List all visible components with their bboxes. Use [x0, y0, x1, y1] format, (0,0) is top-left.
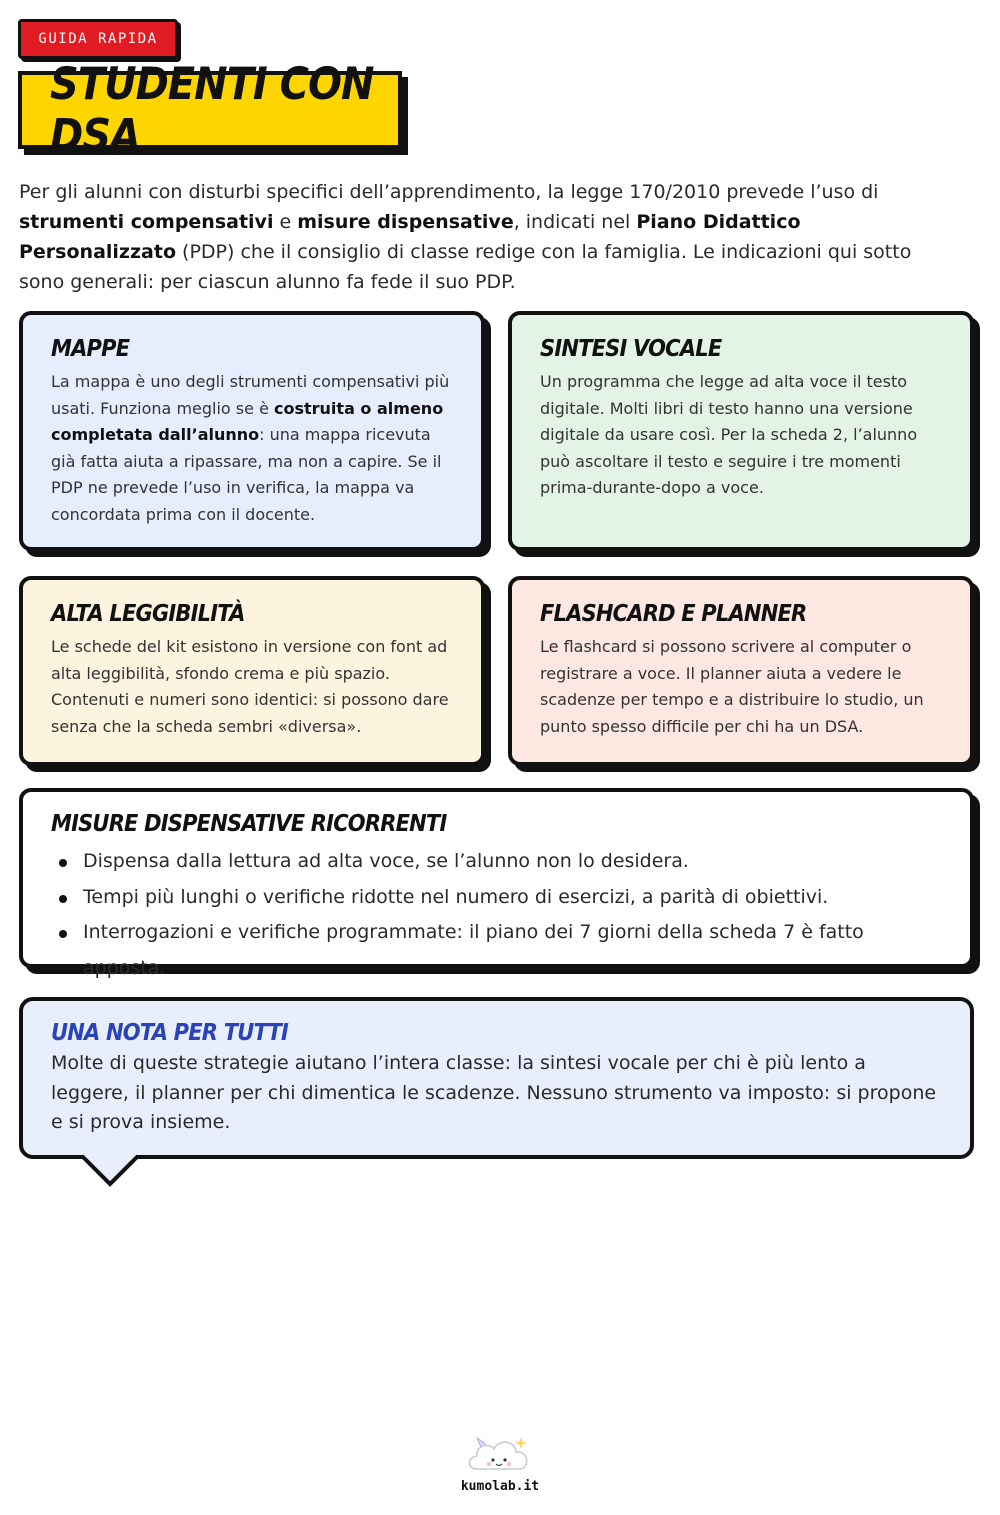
card-mappe-text-1: La mappa è uno degli strumenti compensativi più usati. Funziona meglio se è [51, 372, 450, 418]
card-sintesi-vocale [508, 311, 974, 551]
card-flashcard-planner [508, 576, 974, 766]
card-alta-title: ALTA LEGGIBILITÀ [51, 600, 245, 627]
intro-bold-2: misure dispensative [297, 211, 514, 233]
intro-bold-1: strumenti compensativi [19, 211, 274, 233]
bullet-icon [59, 859, 67, 867]
note-speech-bubble [19, 997, 974, 1159]
speech-bubble-tail-icon [80, 1154, 140, 1188]
note-title: UNA NOTA PER TUTTI [51, 1019, 289, 1046]
card-mappe-title: MAPPE [51, 335, 130, 362]
card-mappe-text [51, 369, 455, 528]
note-text: Molte di queste strategie aiutano l’intera classe: la sintesi vocale per chi è più lento a leggere, il planner per chi dimentica le scadenze. Nessuno strumento va imposto: si propone e si prova insieme. [51, 1052, 937, 1133]
bullet-icon [59, 930, 67, 938]
card-mappe-bold: costruita o almeno completata dall’alunno [51, 398, 444, 444]
footer-site-link[interactable]: kumolab.it [460, 1479, 540, 1494]
intro-text-2: e [273, 211, 298, 233]
card-sintesi-text: Un programma che legge ad alta voce il testo digitale. Molti libri di testo hanno una versione digitale da usare così. Per la scheda 2, l’alunno può ascoltare il testo e seguire i tre momenti prima-durante-dopo a voce. [540, 372, 918, 497]
intro-paragraph [19, 177, 959, 297]
page-title: STUDENTI CON DSA [50, 58, 374, 162]
intro-text-1: Per gli alunni con disturbi specifici dell’apprendimento, la legge 170/2010 prevede l’uso di [19, 181, 879, 203]
card-flash-title: FLASHCARD E PLANNER [540, 600, 807, 627]
intro-bold-3: Piano Didattico Personalizzato [19, 211, 801, 263]
misure-item-text: Dispensa dalla lettura ad alta voce, se l’alunno non lo desidera. [83, 850, 689, 872]
misure-list [51, 844, 944, 986]
misure-item-text: Tempi più lunghi o verifiche ridotte nel numero di esercizi, a parità di obiettivi. [83, 885, 829, 908]
footer [450, 1433, 550, 1494]
card-misure-dispensative [19, 788, 974, 979]
bullet-icon [59, 895, 67, 903]
intro-text-3: , indicati nel [513, 211, 637, 233]
intro-text-4: (PDP) che il consiglio di classe redige con la famiglia. Le indicazioni qui sotto sono generali: per ciascun alunno fa fede il suo PDP. [19, 241, 912, 293]
card-alta-text: Le schede del kit esistono in versione con font ad alta leggibilità, sfondo crema e più spazio. Contenuti e numeri sono identici: si possono dare senza che la scheda sembri «diversa». [51, 637, 449, 736]
card-mappe-text-2: : una mappa ricevuta già fatta aiuta a ripassare, ma non a capire. Se il PDP ne prevede l’uso in verifica, la mappa va concordata prima con il docente. [51, 425, 442, 524]
guide-badge: GUIDA RAPIDA [18, 19, 178, 59]
card-alta-leggibilita [19, 576, 485, 766]
misure-item-text: Interrogazioni e verifiche programmate: il piano dei 7 giorni della scheda 7 è fatto apposta. [83, 921, 864, 979]
list-item [51, 915, 944, 986]
misure-title: MISURE DISPENSATIVE RICORRENTI [51, 810, 447, 837]
cloud-mascot-icon [465, 1433, 535, 1477]
card-mappe [19, 311, 485, 551]
list-item [51, 880, 944, 916]
card-flash-text: Le flashcard si possono scrivere al computer o registrare a voce. Il planner aiuta a vedere le scadenze per tempo e a distribuire lo studio, un punto spesso difficile per chi ha un DSA. [540, 637, 924, 736]
title-banner [18, 58, 402, 162]
card-sintesi-title: SINTESI VOCALE [540, 335, 722, 362]
list-item [51, 844, 944, 880]
